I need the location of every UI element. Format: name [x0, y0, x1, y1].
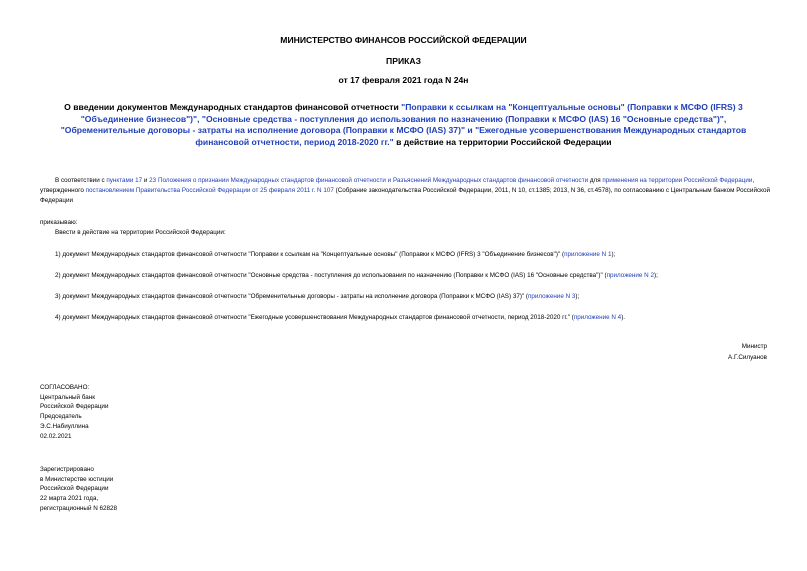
registration-line: Российской Федерации [40, 485, 109, 493]
doc-type-heading: ПРИКАЗ [386, 56, 421, 66]
link-application[interactable]: применения на территории Российской Федерации [602, 177, 753, 184]
link-point-23[interactable]: 23 [149, 177, 157, 184]
intro-paragraph [40, 176, 770, 206]
appendix-4-link[interactable]: приложение N 4 [573, 314, 622, 321]
order-item-text: 2) документ Международных стандартов финансовой отчетности "Основные средства - поступления до использования по назначению (Поправки к МСФО (IAS) 16 "Основные средства")" ( [55, 272, 607, 279]
intro-text: (Собрание законодательства Российской Федерации, 2011, N 10, ст.1385; 2013, N 36, ст.4578), по согласованию с Центральным банком Российской Федерации [40, 187, 770, 204]
title-suffix: в действие на территории Российской Федерации [393, 136, 612, 147]
document-title [40, 102, 767, 148]
intro-text: , утвержденного [40, 177, 755, 194]
appendix-1-link[interactable]: приложение N 1 [564, 251, 612, 258]
agreed-line: Российской Федерации [40, 403, 109, 411]
appendix-3-link[interactable]: приложение N 3 [528, 293, 576, 300]
agreed-line: 02.02.2021 [40, 432, 72, 440]
signer-position: Министр [741, 343, 767, 350]
order-word: приказываю: [40, 219, 78, 226]
intro-text: и [142, 177, 150, 184]
order-item-text: 3) документ Международных стандартов финансовой отчетности "Обременительные договоры - затраты на исполнение договора (Поправки к МСФО (IAS) 37)" ( [55, 293, 528, 300]
order-enact-line: Ввести в действие на территории Российской Федерации: [55, 229, 226, 236]
link-government-decree[interactable]: постановлением Правительства Российской Федерации от 25 февраля 2011 г. N 107 [85, 187, 334, 194]
order-item-end: ); [611, 251, 616, 258]
signature-block [728, 342, 767, 363]
agreed-line: Председатель [40, 413, 82, 421]
registration-block [40, 465, 117, 514]
agreed-line: Э.С.Набиуллина [40, 422, 89, 430]
ministry-heading: МИНИСТЕРСТВО ФИНАНСОВ РОССИЙСКОЙ ФЕДЕРАЦИИ [280, 35, 527, 45]
agreed-line: СОГЛАСОВАНО: [40, 384, 90, 391]
appendix-2-link[interactable]: приложение N 2 [606, 272, 654, 279]
agreed-line: Центральный банк [40, 393, 95, 401]
intro-text: В соответствии с [55, 177, 107, 184]
registration-line: Зарегистрировано [40, 466, 94, 473]
title-prefix: О введении документов Международных стандартов финансовой отчетности [64, 102, 402, 112]
agreed-block [40, 383, 108, 441]
order-item-text: 1) документ Международных стандартов финансовой отчетности "Поправки к ссылкам на "Концептуальные основы" (Поправки к МСФО (IFRS) 3 "Объединение бизнесов")" ( [55, 251, 565, 258]
order-item-end: ); [653, 272, 658, 279]
registration-line: регистрационный N 62828 [40, 504, 118, 512]
order-item-1 [55, 250, 775, 260]
registration-line: в Министерстве юстиции [40, 475, 114, 483]
order-item-end: ). [621, 314, 626, 321]
order-item-3 [55, 292, 775, 302]
intro-text: для [588, 177, 603, 184]
link-point-17[interactable]: пунктами 17 [106, 177, 143, 184]
order-item-text: 4) документ Международных стандартов финансовой отчетности "Ежегодные усовершенствования Международных стандартов финансовой отчетности, период 2018-2020 гг." ( [55, 314, 574, 321]
title-standards-link[interactable]: "Поправки к ссылкам на "Концептуальные основы" (Поправки к МСФО (IFRS) 3 "Объединение бизнесов")", "Основные средства - поступления до использования по назначению (Поправки к МСФО (IAS) 16 "Основные средства")", "Обременительные договоры - затраты на исполнение договора (Поправки к МСФО (IAS) 37)" и "Ежегодные усовершенствования Международных стандартов финансовой отчетности, период 2018-2020 гг." [60, 102, 747, 147]
order-item-4 [55, 313, 775, 323]
order-item-end: ); [575, 293, 580, 300]
registration-line: 22 марта 2021 года, [40, 495, 99, 503]
link-regulation[interactable]: Положения о признании Международных стандартов финансовой отчетности и Разъяснений Международных стандартов финансовой отчетности [157, 177, 589, 184]
signer-name: А.Г.Силуанов [728, 353, 767, 361]
doc-date-heading: от 17 февраля 2021 года N 24н [338, 75, 469, 85]
order-item-2 [55, 271, 775, 281]
